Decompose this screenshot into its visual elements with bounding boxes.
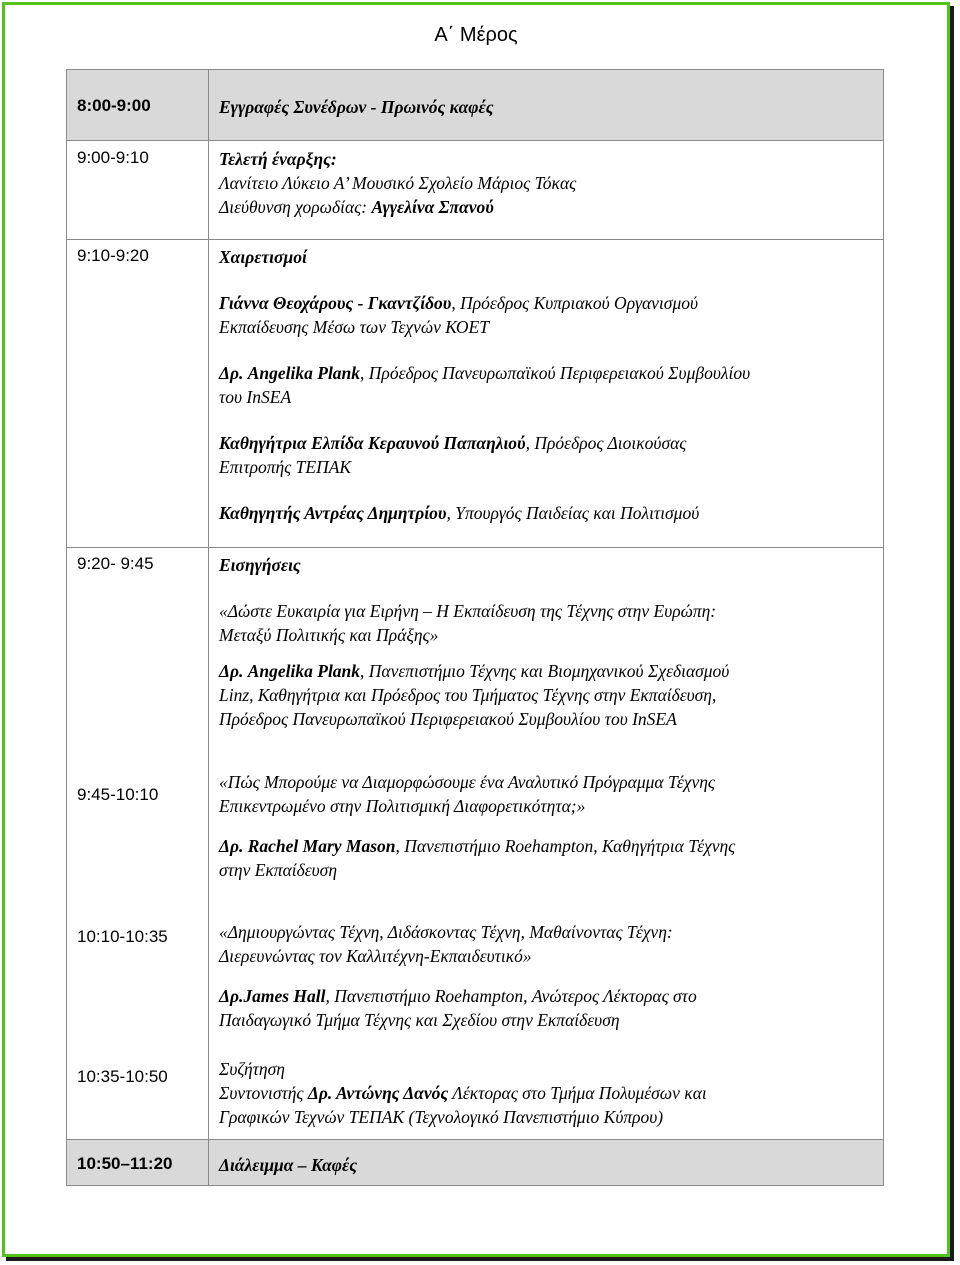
- row-title: Εγγραφές Συνέδρων - Πρωινός καφές: [219, 97, 494, 117]
- row-time: 9:45-10:10: [77, 785, 159, 804]
- table-row: [67, 239, 883, 547]
- row-time: 10:10-10:35: [77, 927, 168, 946]
- greeting-item: Δρ. Angelika Plank, Πρόεδρος Πανευρωπαϊκού Περιφερειακού Συμβουλίου του InSEA: [219, 363, 751, 407]
- row-time: 9:20- 9:45: [77, 554, 154, 573]
- table-row: [67, 755, 883, 905]
- row-content: [219, 245, 869, 525]
- discussion-title: Συζήτηση: [219, 1059, 285, 1079]
- greeting-item: Γιάννα Θεοχάρους - Γκαντζίδου, Πρόεδρος Κυπριακού Οργανισμού Εκπαίδευσης Μέσω των Τεχνών ΚΟΕΤ: [219, 293, 699, 337]
- table-row: [67, 70, 883, 140]
- row-title: Διάλειμμα – Καφές: [219, 1155, 358, 1175]
- talk-title: «Δώστε Ευκαιρία για Ειρήνη – Η Εκπαίδευση της Τέχνης στην Ευρώπη: Μεταξύ Πολιτικής και Πράξης»: [219, 601, 717, 645]
- row-content: [219, 770, 869, 882]
- talk-title: «Δημιουργώντας Τέχνη, Διδάσκοντας Τέχνη, Μαθαίνοντας Τέχνη: Διερευνώντας τον Καλλιτέχνη-Εκπαιδευτικό»: [219, 922, 673, 966]
- table-row: [67, 1060, 883, 1139]
- opening-school: Λανίτειο Λύκειο Α’ Μουσικό Σχολείο Μάριος Τόκας: [219, 173, 577, 193]
- greetings-title: Χαιρετισμοί: [219, 247, 307, 267]
- talk-speaker: Δρ. Angelika Plank, Πανεπιστήμιο Τέχνης και Βιομηχανικού Σχεδιασμού Linz, Καθηγήτρια και Πρόεδρος του Τμήματος Τέχνης στην Εκπαίδευση, Πρόεδρος Πανευρωπαϊκού Περιφερειακού Συμβουλίου του InSEA: [219, 661, 730, 729]
- row-content: [219, 553, 869, 731]
- table-row: [67, 1139, 883, 1185]
- table-row: [67, 547, 883, 755]
- page-title: Α΄ Μέρος: [434, 24, 518, 46]
- talk-title: «Πώς Μπορούμε να Διαμορφώσουμε ένα Αναλυτικό Πρόγραμμα Τέχνης Επικεντρωμένο στην Πολιτισμική Διαφορετικότητα;»: [219, 772, 716, 816]
- greeting-item: Καθηγήτρια Ελπίδα Κεραυνού Παπαηλιού, Πρόεδρος Διοικούσας Επιτροπής ΤΕΠΑΚ: [219, 433, 687, 477]
- greeting-item: Καθηγητής Αντρέας Δημητρίου, Υπουργός Παιδείας και Πολιτισμού: [219, 503, 700, 523]
- table-row: [67, 905, 883, 1060]
- column-divider: [208, 70, 209, 1185]
- opening-choir: Διεύθυνση χορωδίας: Αγγελίνα Σπανού: [219, 197, 494, 217]
- talk-speaker: Δρ. Rachel Mary Mason, Πανεπιστήμιο Roehampton, Καθηγήτρια Τέχνης στην Εκπαίδευση: [219, 836, 736, 880]
- talk-speaker: Δρ.James Hall, Πανεπιστήμιο Roehampton, Ανώτερος Λέκτορας στο Παιδαγωγικό Τμήμα Τέχνης και Σχεδίου στην Εκπαίδευση: [219, 986, 697, 1030]
- row-time: 9:00-9:10: [77, 148, 149, 167]
- schedule-table: [66, 69, 884, 1186]
- talks-title: Εισηγήσεις: [219, 555, 301, 575]
- row-time: 10:35-10:50: [77, 1067, 168, 1086]
- row-time: 8:00-9:00: [77, 96, 151, 115]
- row-time: 10:50–11:20: [77, 1154, 173, 1173]
- opening-title: Τελετή έναρξης:: [219, 149, 337, 169]
- row-content: [219, 920, 869, 1032]
- table-row: [67, 140, 883, 239]
- row-time: 9:10-9:20: [77, 246, 149, 265]
- row-content: [219, 1057, 869, 1129]
- discussion-moderator: Συντονιστής Δρ. Αντώνης Δανός Λέκτορας στο Τμήμα Πολυμέσων και Γραφικών Τεχνών ΤΕΠΑΚ (Τεχνολογικό Πανεπιστήμιο Κύπρου): [219, 1083, 707, 1127]
- row-content: [219, 147, 869, 219]
